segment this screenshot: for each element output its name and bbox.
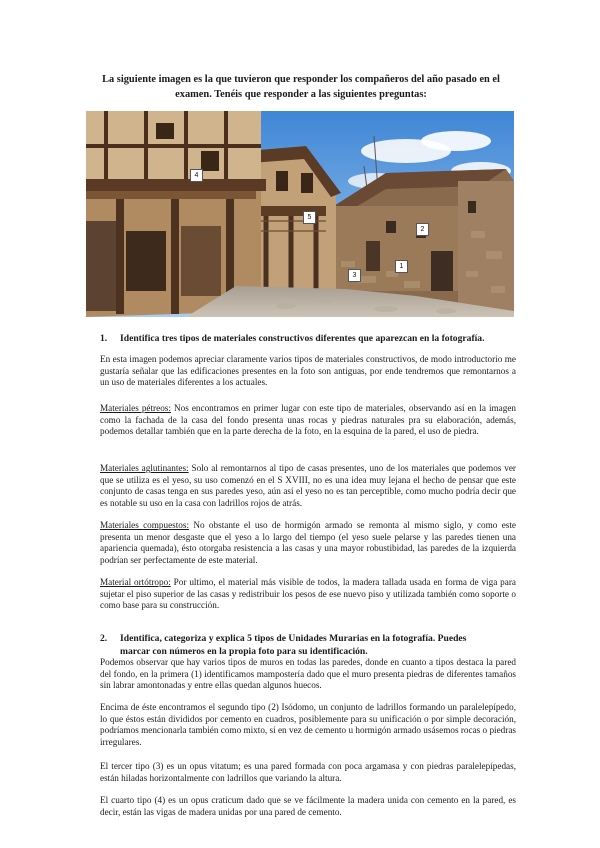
question-2 (100, 633, 516, 658)
question-2-number: 2. (100, 633, 108, 644)
ortotropo-heading: Material ortótropo: (100, 577, 171, 587)
photo-marker-3: 3 (348, 269, 361, 282)
question-2-text-line2: marcar con números en la propia foto para su identificación. (120, 645, 368, 657)
paragraph-ortotropo (100, 577, 516, 612)
question-1-number: 1. (100, 333, 108, 344)
paragraph-aglutinantes (100, 463, 516, 509)
courtyard-photo (86, 111, 514, 317)
ortotropo-text: Por ultimo, el material más visible de todos, la madera tallada usada en forma de viga para sujetar el piso superior de las casas y redistribuir los pesos de ese nuevo piso y utilizada también como soporte o como base para su construcción. (100, 577, 516, 611)
paragraph-compuestos (100, 520, 516, 566)
petreos-heading: Materiales pétreos: (100, 403, 171, 413)
paragraph-q2-tipo4: El cuarto tipo (4) es un opus craticum dado que se ve fácilmente la madera unida con cemento en la pared, es decir, están las vigas de madera unidas por una pared de cemento. (100, 795, 516, 817)
photo-illustration (86, 111, 514, 317)
photo-marker-5: 5 (303, 211, 316, 224)
paragraph-q2-intro: Podemos observar que hay varios tipos de muros en todas las paredes, donde en cuanto a tipos destaca la pared del fondo, en la primera (1) identificamos mampostería dado que el muro presenta piedras de diferentes tamaños sin labrar amontonadas y entre ellas quedan algunos huecos. (100, 657, 516, 691)
question-1 (100, 333, 516, 346)
question-2-text-line1: Identifica, categoriza y explica 5 tipos de Unidades Murarias en la fotografía. Puedes (120, 633, 467, 644)
paragraph-intro: En esta imagen podemos apreciar claramente varios tipos de materiales constructivos, de modo introductorio me gustaría señalar que las edificaciones presentes en la foto son antiguas, por ende tendremos que remontarnos a un uso de materiales diferentes a los actuales. (100, 354, 516, 388)
aglutinantes-heading: Materiales aglutinantes: (100, 463, 189, 473)
aglutinantes-text: Solo al remontarnos al tipo de casas presentes, uno de los materiales que podemos ver que se utiliza es el yeso, su uso comenzó en el S XVIII, no es una idea muy lejana el hecho de pensar que este conjunto de casas tenga en sus paredes yeso, aún así el yeso no es tan perceptible, como mucho podría decir que es notable su uso en la casa con ladrillos rojos de atrás. (100, 463, 516, 508)
photo-marker-2: 2 (416, 223, 429, 236)
paragraph-q2-tipo3: El tercer tipo (3) es un opus vitatum; es una pared formada con poca argamasa y con piedras paralelepípedas, están hiladas horizontalmente con ladrillos que variando la altura. (100, 761, 516, 783)
compuestos-heading: Materiales compuestos: (100, 520, 190, 530)
question-1-text: Identifica tres tipos de materiales constructivos diferentes que aparezcan en la fotografía. (120, 333, 485, 344)
paragraph-petreos (100, 403, 516, 438)
petreos-text: Nos encontramos en primer lugar con este tipo de materiales, observando así en la imagen como la fachada de la casa del fondo presenta unas rocas y piedras naturales pra su elaboración, además, podemos detallar también que en la parte derecha de la foto, en la esquina de la pared, el uso de piedra. (100, 403, 517, 437)
compuestos-text: No obstante el uso de hormigón armado se remonta al mismo siglo, y como este presenta un menor desgaste que el yeso a lo largo del tiempo (el yeso suele pelarse y las paredes tienen una apariencia quemada), ésto otorgaba resistencia a las casas y una mayor robustibidad, las paredes de la izquierda podrían ser perfectamente de este material. (100, 520, 516, 565)
paragraph-q2-tipo2: Encima de éste encontramos el segundo tipo (2) Isódomo, un conjunto de ladrillos formando un paralelepípedo, lo que éstos están divididos por cemento en cuadros, posiblemente para su unificación o por simple decoración, podríamos mencionarla también como mixto, si en vez de cemento u hormigón armado usásemos rocas o piedras irregulares. (100, 702, 516, 747)
photo-marker-4: 4 (190, 169, 203, 182)
photo-marker-1: 1 (395, 260, 408, 273)
intro-heading: La siguiente imagen es la que tuvieron que responder los compañeros del año pasado en el examen. Tenéis que responder a las siguientes preguntas: (102, 74, 500, 100)
